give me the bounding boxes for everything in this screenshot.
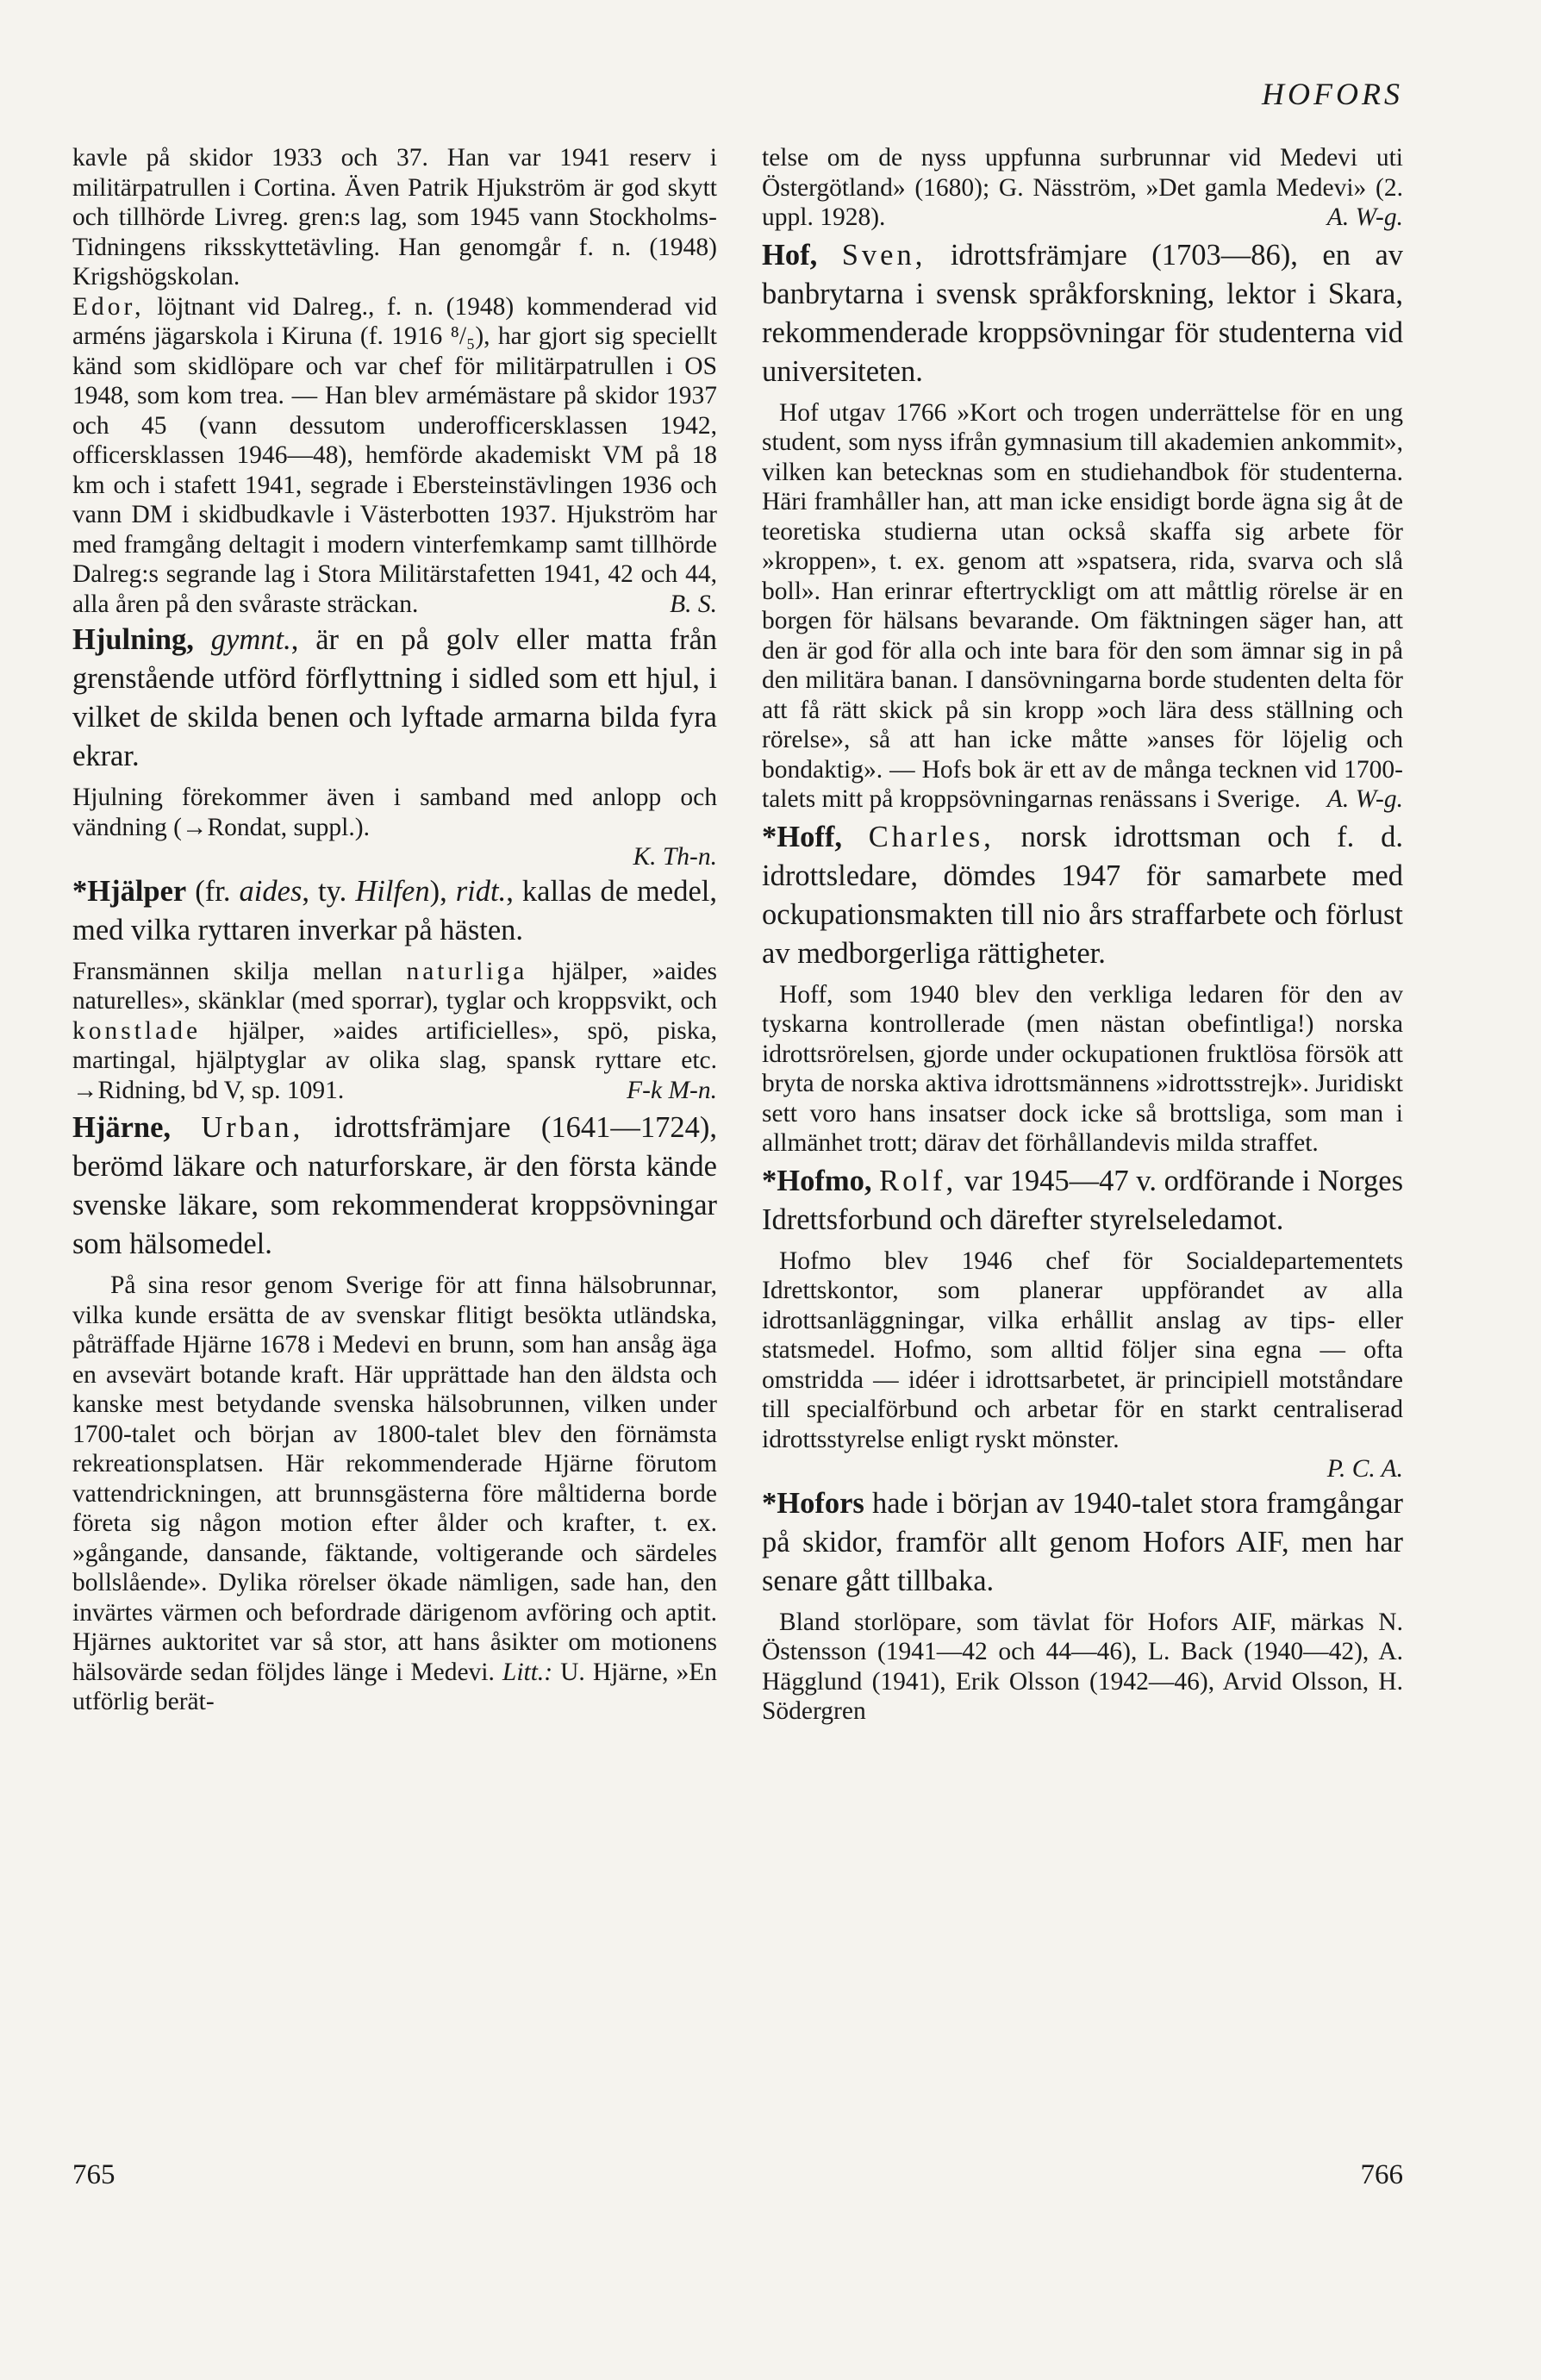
paragraph — [72, 957, 717, 1106]
entry-definition — [72, 872, 717, 950]
term: Hilfen — [355, 874, 430, 908]
entry-definition — [762, 1162, 1403, 1240]
abbreviation: ridt. — [455, 874, 507, 908]
text: idrottsfrämjare (1703—86), en av banbrytarna i svensk språkforskning, lektor i Skara, rekommenderade kroppsövningar för studenterna vid universiteten. — [762, 238, 1404, 388]
paragraph — [762, 1246, 1403, 1484]
entry-definition — [72, 1109, 717, 1264]
text: , är en på golv eller matta från grenstående utförd förflyttning i sidled som ett hjul, i vilket de skilda benen och lyftade armarna bilda fyra ekrar. — [72, 623, 718, 772]
abbreviation: gymnt. — [210, 623, 291, 656]
person-name: Sven, — [841, 238, 926, 272]
spaced-term: naturliga — [406, 957, 528, 985]
paragraph — [762, 1608, 1403, 1727]
text: Hof utgav 1766 »Kort och trogen underrättelse för en ung student, som nyss ifrån gymnasium till akademien ankommit», vilken kan betecknas som en studiehandbok för studenterna. Häri framhåller han, att man icke ensidigt borde ägna sig åt de teoretiska studierna utan också skaffa sig arbete för »kroppen», t. ex. genom att »spatsera, rida, svarva och slå boll». Han erinrar eftertryckligt om att måttlig rörelse är en borgen för hälsans bevarande. Om fäktningen säger han, att den är god för alla och inte bara för den som ämnar sig in på den militära banan. I dansövningarna borde studenten delta för att få rätt skick på sin kropp »och lära dess ställning och rörelse», så att han icke måtte »anses för löjelig och bondaktig». — Hofs bok är ett av de många tecknen vid 1700-talets mitt på kroppsövningarnas renässans i Sverige. — [762, 398, 1403, 813]
literature-label: Litt.: — [502, 1658, 553, 1686]
paragraph — [762, 143, 1403, 233]
person-name: Charles, — [868, 820, 995, 853]
headword: *Hofmo, — [762, 1164, 872, 1197]
term: aides — [239, 874, 303, 908]
signature: K. Th-n. — [633, 843, 717, 871]
text: , ty. — [302, 874, 356, 908]
signature: P. C. A. — [1326, 1455, 1403, 1483]
paragraph — [762, 398, 1403, 815]
text: kavle på skidor 1933 och 37. Han var 1941 reserv i militärpatrullen i Cortina. Även Patrik Hjukström är god skytt och tillhörde Livreg. gren:s lag, som 1945 vann Stockholms-Tidningens riksskyttetävling. Han genomgår f. n. (1948) Krigshögskolan. — [72, 144, 717, 290]
entry-definition — [762, 818, 1403, 973]
text: På sina resor genom Sverige för att finna hälsobrunnar, vilka kunde ersätta de av svenskar flitigt besökta utländska, påträffade Hjärne 1678 i Medevi en brunn, som han ansåg äga en avsevärt botande kraft. Här upprättade han den äldsta och kanske mest betydande svenska hälsobrunnen, vilken under 1700-talet och början av 1800-talet blev den förnämsta rekreationsplatsen. Här rekommenderade Hjärne förutom vattendrickningen, att brunnsgästerna före måltiderna borde företa sig någon motion efter ålder och krafter, t. ex. »gångande, dansande, fäktande, voltigerande och särdeles bollslående». Dylika rörelser ökade nämligen, sade han, den invärtes värmen och befordrade därigenom avföring och aptit. Hjärnes auktoritet var så stor, att hans åsikter om motionens hälsovärde sedan följdes länge i Medevi. — [72, 1271, 717, 1686]
paragraph — [72, 1271, 717, 1717]
headword: Hjärne, — [72, 1111, 172, 1144]
page-number-left: 765 — [72, 2159, 115, 2190]
entry-definition — [762, 1484, 1403, 1601]
paragraph — [72, 292, 717, 620]
paragraph — [762, 980, 1403, 1159]
text: norsk idrottsman och f. d. idrottsledare, dömdes 1947 för samarbete med ockupationsmakten till nio års straffarbete och förlust av medborgerliga rättigheter. — [762, 820, 1404, 970]
entry-definition — [762, 236, 1403, 391]
person-name: Urban, — [201, 1111, 304, 1144]
text: Hoff, som 1940 blev den verkliga ledaren för den av tyskarna kontrollerade (men nästan obefintliga!) norska idrottsrörelsen, gjorde under ockupationen fruktlösa försök att bryta de norska aktiva idrottsmännens »idrottsstrejk». Juridiskt sett voro hans insatser dock icke så brottsliga, som man i allmänhet trott; därav det förhållandevis milda straffet. — [762, 980, 1403, 1157]
text: U. Hjärne, »En utförlig berät- — [72, 1658, 717, 1715]
person-name: Rolf, — [879, 1164, 958, 1197]
entry-definition — [72, 621, 717, 776]
text: Fransmännen skilja mellan — [72, 957, 407, 985]
left-column — [72, 143, 717, 1717]
signature: F-k M-n. — [627, 1076, 717, 1104]
running-head: HOFORS — [1262, 77, 1403, 111]
subentry-name: Edor, — [72, 292, 145, 321]
signature: A. W-g. — [1326, 785, 1403, 813]
paragraph — [72, 783, 717, 872]
headword: *Hofors — [762, 1486, 864, 1520]
text: , kallas de medel, med vilka ryttaren inverkar på hästen. — [72, 874, 717, 946]
signature: A. W-g. — [1326, 203, 1403, 231]
headword: Hof, — [762, 238, 818, 272]
text: Hofmo blev 1946 chef för Socialdepartementets Idrettskontor, som planerar uppförandet av alla idrottsanläggningar, vilka erhållit anslag av tips- eller statsmedel. Hofmo, som alltid följer sina egna — ofta omstridda — idéer i idrottsarbetet, är principiell motståndare till specialförbund och arbetar för en starkt centraliserad idrottsstyrelse enligt ryskt mönster. — [762, 1246, 1403, 1453]
text: var 1945—47 v. ordförande i Norges Idrettsforbund och därefter styrelseledamot. — [762, 1164, 1404, 1236]
signature: B. S. — [670, 590, 717, 618]
text: Hjulning förekommer även i samband med anlopp och vändning (→Rondat, suppl.). — [72, 784, 717, 841]
headword: Hjulning, — [72, 623, 194, 656]
text: ), — [429, 874, 456, 908]
text: hade i början av 1940-talet stora framgångar på skidor, framför allt genom Hofors AIF, men har senare gått tillbaka. — [762, 1486, 1403, 1597]
text: löjtnant vid Dalreg., f. n. (1948) kommenderad vid arméns jägarskola i Kiruna (f. 1916 ⁸/₅), har gjort sig speciellt känd som skidlöpare och var chef för militärpatrullen i OS 1948, som kom trea. — Han blev armémästare på skidor 1937 och 45 (vann dessutom underofficersklassen 1942, officersklassen 1946—48), hemförde akademiskt VM på 18 km och i stafett 1941, segrade i Ebersteinstävlingen 1936 och vann DM i skidbudkavle i Västerbotten 1937. Hjukström har med framgång deltagit i modern vinterfemkamp samt tillhörde Dalreg:s segrande lag i Stora Militärstafetten 1941, 42 och 44, alla åren på den svåraste sträckan. — [72, 292, 717, 618]
text: telse om de nyss uppfunna surbrunnar vid Medevi uti Östergötland» (1680); G. Näsström, »Det gamla Medevi» (2. uppl. 1928). — [762, 144, 1403, 231]
page-number-right: 766 — [1360, 2159, 1403, 2190]
headword: *Hoff, — [762, 820, 842, 853]
text: Bland storlöpare, som tävlat för Hofors AIF, märkas N. Östensson (1941—42 och 44—46), L. Back (1940—42), A. Hägglund (1941), Erik Olsson (1942—46), Arvid Olsson, H. Södergren — [762, 1608, 1403, 1725]
text: hjälper, »aides naturelles», skänklar (med sporrar), tyglar och kroppsvikt, och — [72, 957, 717, 1015]
text: (fr. — [186, 874, 240, 908]
headword: *Hjälper — [72, 874, 187, 908]
right-column — [762, 143, 1403, 1727]
paragraph — [72, 143, 717, 292]
text: idrottsfrämjare (1641—1724), berömd läkare och naturforskare, är den första kände svenske läkare, som rekommenderat kroppsövningar som hälsomedel. — [72, 1111, 717, 1260]
text: hjälper, »aides artificielles», spö, piska, martingal, hjälptyglar av olika slag, spansk ryttare etc. →Ridning, bd V, sp. 1091. — [72, 1016, 717, 1104]
spaced-term: konstlade — [72, 1016, 202, 1045]
